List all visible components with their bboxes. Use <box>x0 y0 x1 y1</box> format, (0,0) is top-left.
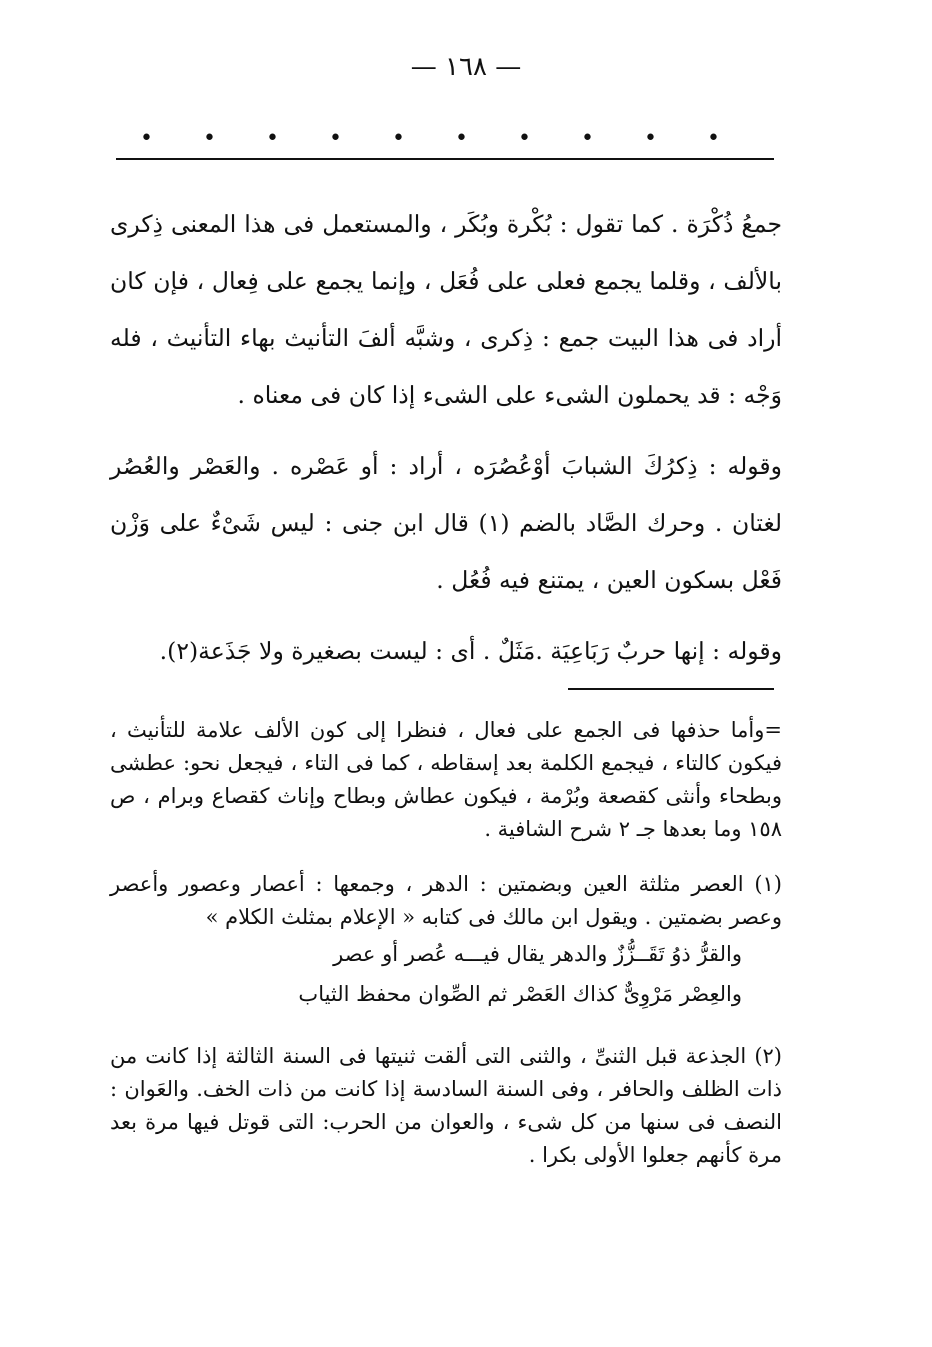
section-separator-stars <box>140 126 720 151</box>
star-mark: • <box>329 126 342 151</box>
footnote-2: (٢) الجذعة قبل الثنىِّ ، والثنى التى ألقت ثنيتها فى السنة الثالثة إذا كانت من ذات الظلف والحافر ، وفى السنة السادسة إذا كانت من ذات الخف. والعَوان : النصف فى سنها من كل شىء ، والعوان من الحرب: التى قوتل فيها مرة بعد مرة كأنهم جعلوا الأولى بكرا . <box>110 1044 782 1167</box>
star-mark: • <box>581 126 594 151</box>
star-mark: • <box>518 126 531 151</box>
footnote-rule <box>568 688 774 690</box>
star-mark: • <box>392 126 405 151</box>
main-body <box>110 196 782 694</box>
footnotes <box>110 714 782 1194</box>
header-rule <box>116 158 774 160</box>
footnote-1-verse: والقرُّ ذوُ تَقَــزُّزٌ والدهر يقال فيـــه عُصر أو عصر <box>333 942 742 966</box>
star-mark: • <box>266 126 279 151</box>
main-paragraph: وقوله : ذِكرُكَ الشبابَ أوْعُصُرَه ، أراد : أو عَصْره . والعَصْر والعُصُر لغتان . وحرك الصَّاد بالضم (١) قال ابن جنى : ليس شَىْءٌ على وَزْن فَعْل بسكون العين ، يمتنع فيه فُعُل . <box>110 452 782 594</box>
star-mark: • <box>203 126 216 151</box>
footnote-1-verse: والعِصْر مَرْوِىٌّ كذاك العَصْر ثم الصِّوان محفظ الثياب <box>298 982 742 1006</box>
star-mark: • <box>707 126 720 151</box>
main-paragraph: وقوله : إنها حربٌ رَبَاعِيَة .مَثَلٌ . أى : ليست بصغيرة ولا جَذَعة(٢). <box>159 637 782 665</box>
footnote-1-text: (١) العصر مثلثة العين وبضمتين : الدهر ، وجمعها : أعصار وعصور وأعصر وعصر بضمتين . ويقول ابن مالك فى كتابه « الإعلام بمثلث الكلام » <box>110 872 782 929</box>
star-mark: • <box>455 126 468 151</box>
star-mark: • <box>644 126 657 151</box>
footnote-1 <box>110 868 782 1014</box>
footnote-continuation: =وأما حذفها فى الجمع على فعال ، فنظرا إلى كون الألف علامة للتأنيث ، فيكون كالتاء ، فيجمع الكلمة بعد إسقاطه ، كما فى التاء ، فيجعل نحو: عطشى وبطحاء وأنثى كقصعة وبُرْمة ، فيكون عطاش وبطاح وإناث كقصاع وبرام ، ص ١٥٨ وما بعدها جـ ٢ شرح الشافية . <box>110 718 782 841</box>
main-paragraph: جمعُ ذُكْرَة . كما تقول : بُكْرة وبُكَر ، والمستعمل فى هذا المعنى ذِكرى بالألف ، وقلما يجمع فعلى على فُعَل ، وإنما يجمع على فِعال ، فإن كان أراد فى هذا البيت جمع : ذِكرى ، وشبَّه ألفَ التأنيث بهاء التأنيث ، فله وَجْه : قد يحملون الشىء على الشىء إذا كان فى معناه . <box>110 210 782 409</box>
star-mark: • <box>140 126 153 151</box>
page-number: — ١٦٨ — <box>410 52 522 82</box>
